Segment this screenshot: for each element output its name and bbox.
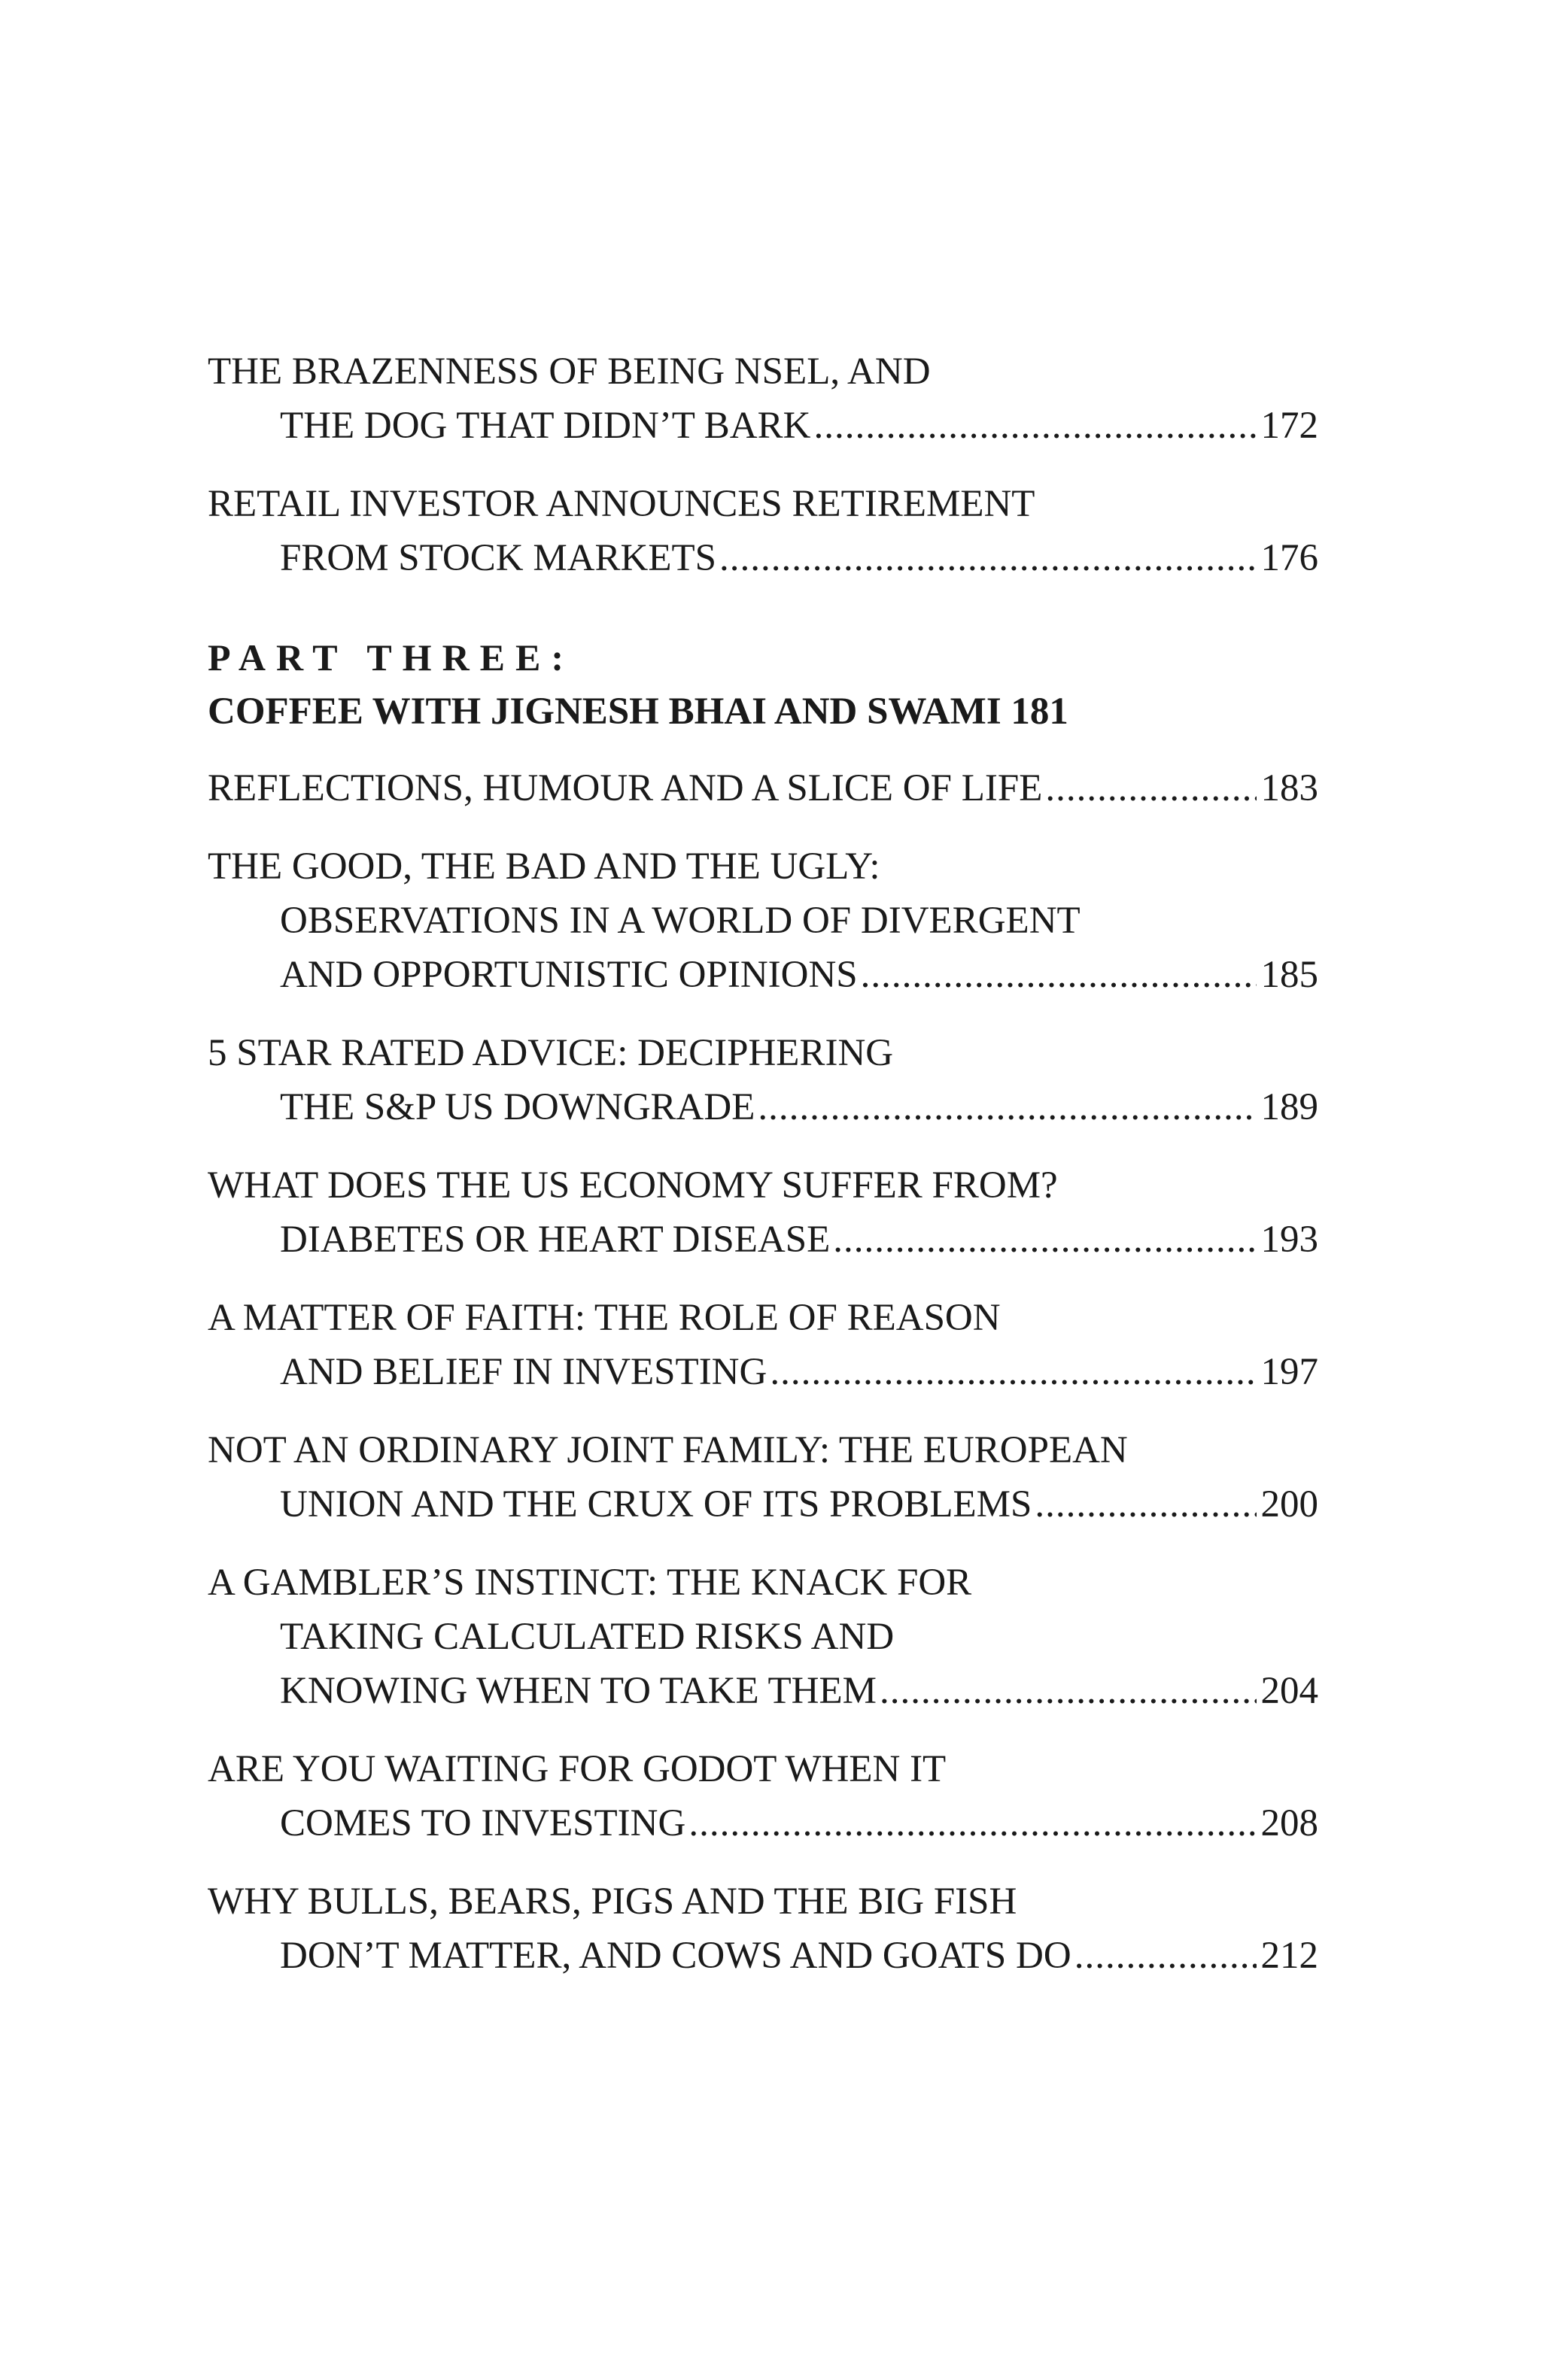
page-number: 189	[1260, 1086, 1318, 1128]
entry-title-text: THE DOG THAT DIDN’T BARK	[280, 405, 811, 447]
entry-title-line: WHY BULLS, BEARS, PIGS AND THE BIG FISH	[208, 1881, 1017, 1923]
entry-title-line: A GAMBLER’S INSTINCT: THE KNACK FOR	[208, 1562, 972, 1604]
entry-title-text: UNION AND THE CRUX OF ITS PROBLEMS	[280, 1483, 1032, 1525]
entry-title-line: TAKING CALCULATED RISKS AND	[280, 1616, 895, 1658]
dot-leader	[880, 1664, 1257, 1718]
dot-leader	[861, 948, 1257, 1002]
page-number: 176	[1260, 537, 1318, 579]
entry-title-text: THE S&P US DOWNGRADE	[280, 1086, 755, 1128]
entry-last-line	[208, 399, 1318, 453]
toc-entry	[208, 1556, 1318, 1718]
toc-entries-before	[208, 345, 1318, 585]
entry-last-line	[208, 1664, 1318, 1718]
dot-leader	[1045, 761, 1256, 815]
entry-title-line: THE BRAZENNESS OF BEING NSEL, AND	[208, 351, 931, 393]
entry-title-line: 5 STAR RATED ADVICE: DECIPHERING	[208, 1032, 894, 1074]
entry-last-line	[208, 761, 1318, 815]
entry-title-line: ARE YOU WAITING FOR GODOT WHEN IT	[208, 1748, 947, 1790]
toc-entry	[208, 1875, 1318, 1983]
page-number: 208	[1260, 1802, 1318, 1844]
entry-last-line	[208, 1929, 1318, 1983]
part-title-line	[208, 685, 1318, 739]
page-number: 212	[1260, 1935, 1318, 1977]
entry-last-line	[208, 1477, 1318, 1532]
entry-title-text: AND BELIEF IN INVESTING	[280, 1351, 767, 1393]
part-heading: PART THREE:	[208, 636, 575, 678]
dot-leader	[833, 1213, 1256, 1267]
toc-entry	[208, 1026, 1318, 1134]
toc-entry	[208, 1742, 1318, 1850]
dot-leader	[770, 1345, 1256, 1399]
entry-title-line: THE GOOD, THE BAD AND THE UGLY:	[208, 845, 880, 888]
dot-leader	[813, 399, 1256, 453]
entry-last-line	[208, 531, 1318, 585]
entry-title-text: DIABETES OR HEART DISEASE	[280, 1219, 831, 1261]
table-of-contents	[208, 345, 1318, 2007]
dot-leader	[758, 1080, 1256, 1134]
page-number: 185	[1260, 954, 1318, 996]
dot-leader	[1035, 1477, 1256, 1532]
entry-title-text: FROM STOCK MARKETS	[280, 537, 717, 579]
part-page-number: 181	[1011, 691, 1068, 733]
entry-title-text: DON’T MATTER, AND COWS AND GOATS DO	[280, 1935, 1071, 1977]
toc-entries-after	[208, 761, 1318, 1983]
page-number: 172	[1260, 405, 1318, 447]
entry-last-line	[208, 948, 1318, 1002]
entry-title-text: REFLECTIONS, HUMOUR AND A SLICE OF LIFE	[208, 767, 1043, 809]
toc-entry	[208, 839, 1318, 1002]
page-number: 193	[1260, 1219, 1318, 1261]
entry-title-text: AND OPPORTUNISTIC OPINIONS	[280, 954, 858, 996]
entry-title-line: OBSERVATIONS IN A WORLD OF DIVERGENT	[280, 900, 1081, 942]
page-number: 200	[1260, 1483, 1318, 1525]
toc-entry	[208, 345, 1318, 453]
entry-title-line: A MATTER OF FAITH: THE ROLE OF REASON	[208, 1297, 1001, 1339]
entry-title-line: RETAIL INVESTOR ANNOUNCES RETIREMENT	[208, 483, 1035, 525]
entry-last-line	[208, 1345, 1318, 1399]
dot-leader	[1074, 1929, 1257, 1983]
dot-leader	[688, 1796, 1256, 1850]
part-title: COFFEE WITH JIGNESH BHAI AND SWAMI	[208, 691, 1001, 733]
entry-last-line	[208, 1080, 1318, 1134]
page-number: 204	[1260, 1670, 1318, 1712]
part-three-section	[208, 630, 1318, 739]
toc-entry	[208, 1291, 1318, 1399]
entry-title-line: NOT AN ORDINARY JOINT FAMILY: THE EUROPEAN	[208, 1429, 1128, 1471]
entry-title-text: COMES TO INVESTING	[280, 1802, 686, 1844]
toc-entry	[208, 477, 1318, 585]
toc-entry	[208, 761, 1318, 815]
entry-last-line	[208, 1796, 1318, 1850]
page-number: 197	[1260, 1351, 1318, 1393]
toc-entry	[208, 1423, 1318, 1532]
page-number: 183	[1260, 767, 1318, 809]
entry-title-text: KNOWING WHEN TO TAKE THEM	[280, 1670, 877, 1712]
entry-title-line: WHAT DOES THE US ECONOMY SUFFER FROM?	[208, 1164, 1058, 1207]
entry-last-line	[208, 1213, 1318, 1267]
toc-entry	[208, 1158, 1318, 1267]
dot-leader	[719, 531, 1256, 585]
